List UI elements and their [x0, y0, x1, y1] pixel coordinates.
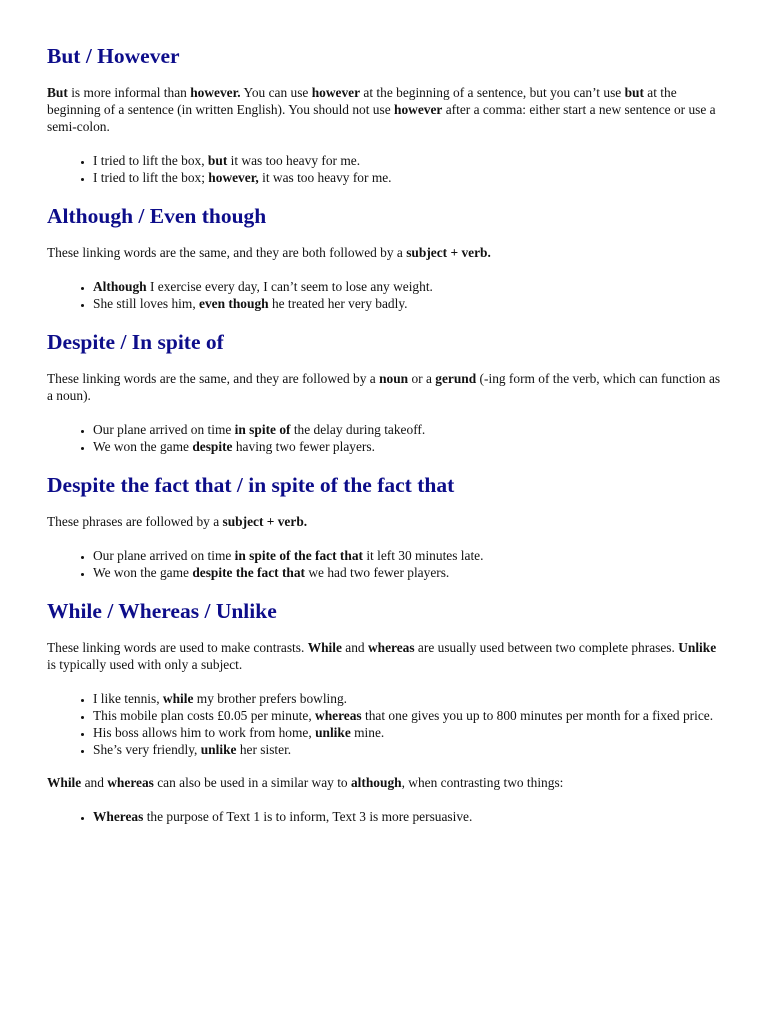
bold-term: While: [307, 640, 342, 655]
text-run: or a: [408, 371, 436, 386]
example-item: [93, 707, 721, 724]
bold-term: in spite of: [234, 422, 291, 437]
text-run: Our plane arrived on time: [93, 422, 235, 437]
example-item: [93, 690, 721, 707]
bold-term: whereas: [107, 775, 154, 790]
section-heading: But / However: [47, 44, 180, 68]
example-list: [47, 547, 721, 581]
section-paragraph: [47, 84, 721, 135]
bold-term: Although: [93, 279, 147, 294]
bold-term: although: [350, 775, 402, 790]
bold-term: unlike: [200, 742, 237, 757]
section-paragraph: [47, 639, 721, 673]
bold-term: subject + verb.: [406, 245, 491, 260]
text-run: at the beginning of a sentence (in written English). You should not use: [47, 85, 677, 117]
text-run: after a comma: either start a new sentence or use a semi-colon.: [47, 102, 716, 134]
example-item: [93, 547, 721, 564]
text-run: These linking words are used to make contrasts.: [47, 640, 308, 655]
bold-term: whereas: [315, 708, 362, 723]
text-run: my brother prefers bowling.: [193, 691, 348, 706]
section-despite-the-fact-that: [47, 471, 721, 581]
text-run: can also be used in a similar way to: [153, 775, 351, 790]
text-run: it left 30 minutes late.: [362, 548, 484, 563]
text-run: the delay during takeoff.: [290, 422, 426, 437]
bold-term: while: [162, 691, 194, 706]
section-heading: Although / Even though: [47, 204, 267, 228]
section-while-whereas-unlike: [47, 597, 721, 825]
example-item: [93, 741, 721, 758]
section-despite-in-spite-of: [47, 328, 721, 455]
bold-term: despite the fact that: [192, 565, 306, 580]
example-item: [93, 564, 721, 581]
bold-term: Unlike: [678, 640, 717, 655]
text-run: and: [81, 775, 108, 790]
section-heading: Despite the fact that / in spite of the fact that: [47, 473, 455, 497]
text-run: at the beginning of a sentence, but you can’t use: [360, 85, 625, 100]
example-item: [93, 169, 721, 186]
bold-term: whereas: [367, 640, 415, 655]
text-run: her sister.: [236, 742, 292, 757]
text-run: it was too heavy for me.: [258, 170, 392, 185]
bold-term: but: [207, 153, 228, 168]
example-list: [47, 152, 721, 186]
text-run: You can use: [240, 85, 312, 100]
text-run: I tried to lift the box,: [93, 153, 208, 168]
example-list: [47, 690, 721, 758]
section-paragraph: [47, 370, 721, 404]
bold-term: gerund: [435, 371, 477, 386]
section-paragraph-secondary: [47, 774, 721, 791]
text-run: These linking words are the same, and they are both followed by a: [47, 245, 407, 260]
text-run: is typically used with only a subject.: [47, 657, 243, 672]
example-item: [93, 438, 721, 455]
example-item: [93, 808, 721, 825]
section-paragraph: [47, 513, 721, 530]
bold-term: subject + verb.: [222, 514, 308, 529]
text-run: is more informal than: [67, 85, 191, 100]
text-run: , when contrasting two things:: [401, 775, 564, 790]
text-run: that one gives you up to 800 minutes per month for a fixed price.: [361, 708, 714, 723]
example-item: [93, 724, 721, 741]
example-item: [93, 152, 721, 169]
text-run: These phrases are followed by a: [47, 514, 223, 529]
bold-term: despite: [192, 439, 233, 454]
section-although-even-though: [47, 202, 721, 312]
text-run: His boss allows him to work from home,: [93, 725, 316, 740]
bold-term: noun: [379, 371, 409, 386]
bold-term: however.: [190, 85, 241, 100]
bold-term: unlike: [315, 725, 351, 740]
text-run: it was too heavy for me.: [227, 153, 361, 168]
text-run: and: [341, 640, 368, 655]
text-run: he treated her very badly.: [268, 296, 408, 311]
bold-term: however: [311, 85, 361, 100]
text-run: we had two fewer players.: [305, 565, 450, 580]
text-run: mine.: [350, 725, 385, 740]
section-paragraph: [47, 244, 721, 261]
bold-term: But: [47, 85, 68, 100]
text-run: She still loves him,: [93, 296, 200, 311]
example-item: [93, 421, 721, 438]
text-run: This mobile plan costs £0.05 per minute,: [93, 708, 316, 723]
example-item: [93, 295, 721, 312]
text-run: I tried to lift the box;: [93, 170, 209, 185]
text-run: I exercise every day, I can’t seem to lose any weight.: [146, 279, 433, 294]
section-heading: Despite / In spite of: [47, 330, 224, 354]
text-run: having two fewer players.: [232, 439, 375, 454]
bold-term: but: [624, 85, 644, 100]
text-run: Our plane arrived on time: [93, 548, 235, 563]
bold-term: in spite of the fact that: [234, 548, 363, 563]
example-list: [47, 278, 721, 312]
section-heading: While / Whereas / Unlike: [47, 599, 277, 623]
text-run: are usually used between two complete phrases.: [414, 640, 679, 655]
text-run: the purpose of Text 1 is to inform, Text 3 is more persuasive.: [143, 809, 473, 824]
example-list-secondary: [47, 808, 721, 825]
example-list: [47, 421, 721, 455]
example-item: [93, 278, 721, 295]
text-run: She’s very friendly,: [93, 742, 201, 757]
bold-term: even though: [199, 296, 269, 311]
section-but-however: [47, 42, 721, 186]
text-run: I like tennis,: [93, 691, 163, 706]
bold-term: While: [47, 775, 82, 790]
bold-term: however: [394, 102, 443, 117]
text-run: We won the game: [93, 565, 193, 580]
text-run: (-ing form of the verb, which can function as a noun).: [47, 371, 721, 403]
text-run: We won the game: [93, 439, 193, 454]
bold-term: Whereas: [93, 809, 144, 824]
text-run: These linking words are the same, and they are followed by a: [47, 371, 380, 386]
bold-term: however,: [208, 170, 259, 185]
